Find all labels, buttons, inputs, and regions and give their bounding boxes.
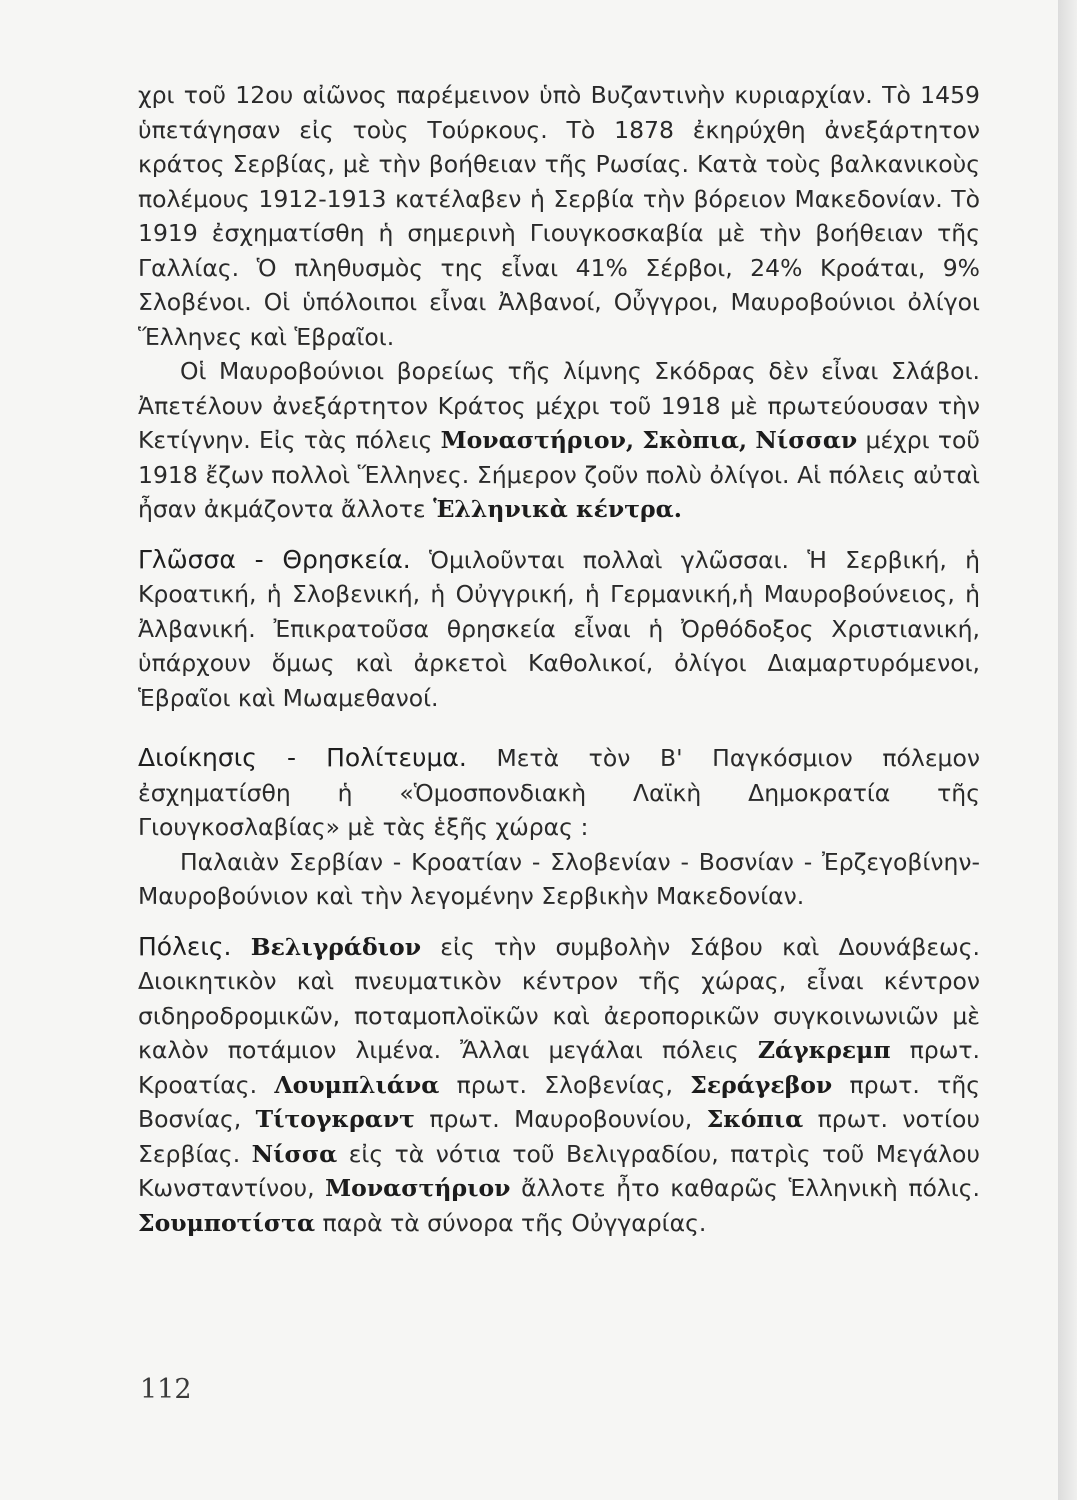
text-run: εἰς τὴν συμβολὴν Σάβου καὶ Δουνάβεως. Διοικητικὸν καὶ πνευματικὸν κέντρον τῆς χώρας, εἶναι κέντρον σιδηροδρομικῶν, ποταμοπλοϊκῶν καὶ ἀεροπορικῶν συγκοινωνιῶν μὲ καλὸν ποτάμιον λιμένα. Ἄλλαι μεγάλαι πόλεις: [138, 932, 980, 1064]
page-number: 112: [140, 1374, 192, 1405]
regions-paragraph: [138, 845, 980, 914]
city-name: Ζάγκρεμπ: [757, 1036, 891, 1064]
city-name: Σκὸπια,: [642, 426, 748, 454]
city-name: Σκόπια: [706, 1105, 804, 1133]
city-name: Λουμπλιάνα: [274, 1070, 440, 1099]
emphasized-phrase: Ἑλληνικὰ κέντρα.: [433, 495, 682, 523]
montenegro-paragraph: [138, 354, 980, 527]
city-name: Τίτογκραντ: [255, 1105, 415, 1133]
text-run: εἰς τὰ νότια τοῦ Βελιγραδίου, πατρὶς τοῦ Μεγάλου Κωνσταντίνου,: [138, 1139, 981, 1202]
text-run: πρωτ. Μαυροβουνίου,: [414, 1105, 707, 1133]
text-run: πρωτ. τῆς Βοσνίας,: [138, 1070, 981, 1133]
government-paragraph: [138, 741, 980, 845]
city-name: Βελιγράδιον: [250, 932, 422, 961]
intro-paragraph: [138, 78, 980, 354]
text-run: πρωτ. νοτίου Σερβίας.: [138, 1105, 980, 1168]
city-name: Σεράγεβον: [690, 1070, 833, 1099]
city-name: Νίσσαν: [755, 426, 858, 454]
text-run: ἄλλοτε ἦτο καθαρῶς Ἑλληνικὴ πόλις.: [510, 1174, 980, 1202]
page-gutter: [1058, 0, 1077, 1500]
intro-text: χρι τοῦ 12ου αἰῶνος παρέμεινον ὑπὸ Βυζαντινὴν κυριαρχίαν. Τὸ 1459 ὑπετάγησαν εἰς τοὺς Τούρκους. Τὸ 1878 ἐκηρύχθη ἀνεξάρτητον κράτος Σερβίας, μὲ τὴν βοήθειαν τῆς Ρωσίας. Κατὰ τοὺς βαλκανικοὺς πολέμους 1912-1913 κατέλαβεν ἡ Σερβία τὴν βόρειον Μακεδονίαν. Τὸ 1919 ἐσχηματίσθη ἡ σημερινὴ Γιουγκοσκαβία μὲ τὴν βοήθειαν τῆς Γαλλίας. Ὁ πληθυσμὸς της εἶναι 41% Σέρβοι, 24% Κροάται, 9% Σλοβένοι. Οἱ ὑπόλοιποι εἶναι Ἀλβανοί, Οὖγγροι, Μαυροβούνιοι ὀλίγοι Ἕλληνες καὶ Ἑβραῖοι.: [138, 81, 980, 351]
body-text: [138, 78, 980, 1240]
text-run: μέχρι τοῦ 1918 ἔζων πολλοὶ Ἕλληνες. Σήμερον ζοῦν πολὺ ὀλίγοι. Αἱ πόλεις αὐταὶ ἦσαν ἀκμάζοντα ἄλλοτε: [138, 426, 980, 523]
text-run: παρὰ τὰ σύνορα τῆς Οὐγγαρίας.: [315, 1208, 707, 1237]
montenegro-text: Οἱ Μαυροβούνιοι βορείως τῆς λίμνης Σκόδρας δὲν εἶναι Σλάβοι. Ἀπετέλουν ἀνεξάρτητον Κράτος μέχρι τοῦ 1918 μὲ πρωτεύουσαν τὴν Κετίγνην. Εἰς τὰς πόλεις: [138, 357, 980, 454]
text-run: πρωτ. Σλοβενίας,: [439, 1070, 691, 1099]
language-religion-paragraph: [138, 543, 980, 716]
city-name: Νίσσα: [251, 1139, 338, 1168]
city-name: Σουμποτίστα: [138, 1208, 316, 1237]
city-name: Μοναστήριον: [325, 1174, 511, 1202]
text-run: [231, 933, 250, 961]
government-text: Μετὰ τὸν Β' Παγκόσμιον πόλεμον ἐσχηματίσθη ἡ «Ὁμοσπονδιακὴ Λαϊκὴ Δημοκρατία τῆς Γιουγκοσλαβίας» μὲ τὰς ἑξῆς χώρας :: [138, 744, 980, 841]
text-run: πρωτ. Κροατίας.: [138, 1036, 980, 1099]
section-heading-government: Διοίκησις - Πολίτευμα.: [138, 743, 467, 772]
cities-paragraph: [138, 930, 980, 1241]
regions-text: Παλαιὰν Σερβίαν - Κροατίαν - Σλοβενίαν - Βοσνίαν - Ἐρζεγοβίνην-Μαυροβούνιον καὶ τὴν λεγομένην Σερβικὴν Μακεδονίαν.: [138, 847, 980, 910]
language-text: Ὁμιλοῦνται πολλαὶ γλῶσσαι. Ἡ Σερβική, ἡ Κροατική, ἡ Σλοβενική, ἡ Οὐγγρική, ἡ Γερμανική,ἡ Μαυροβούνειος, ἡ Ἀλβανική. Ἐπικρατοῦσα θρησκεία εἶναι ἡ Ὀρθόδοξος Χριστιανική, ὑπάρχουν ὅμως καὶ ἀρκετοὶ Καθολικοί, ὀλίγοι Διαμαρτυρόμενοι, Ἑβραῖοι καὶ Μωαμεθανοί.: [138, 545, 980, 712]
city-name: Μοναστήριον,: [440, 426, 635, 454]
section-heading-cities: Πόλεις.: [138, 931, 232, 961]
section-heading-language: Γλῶσσα - Θρησκεία.: [138, 544, 411, 574]
